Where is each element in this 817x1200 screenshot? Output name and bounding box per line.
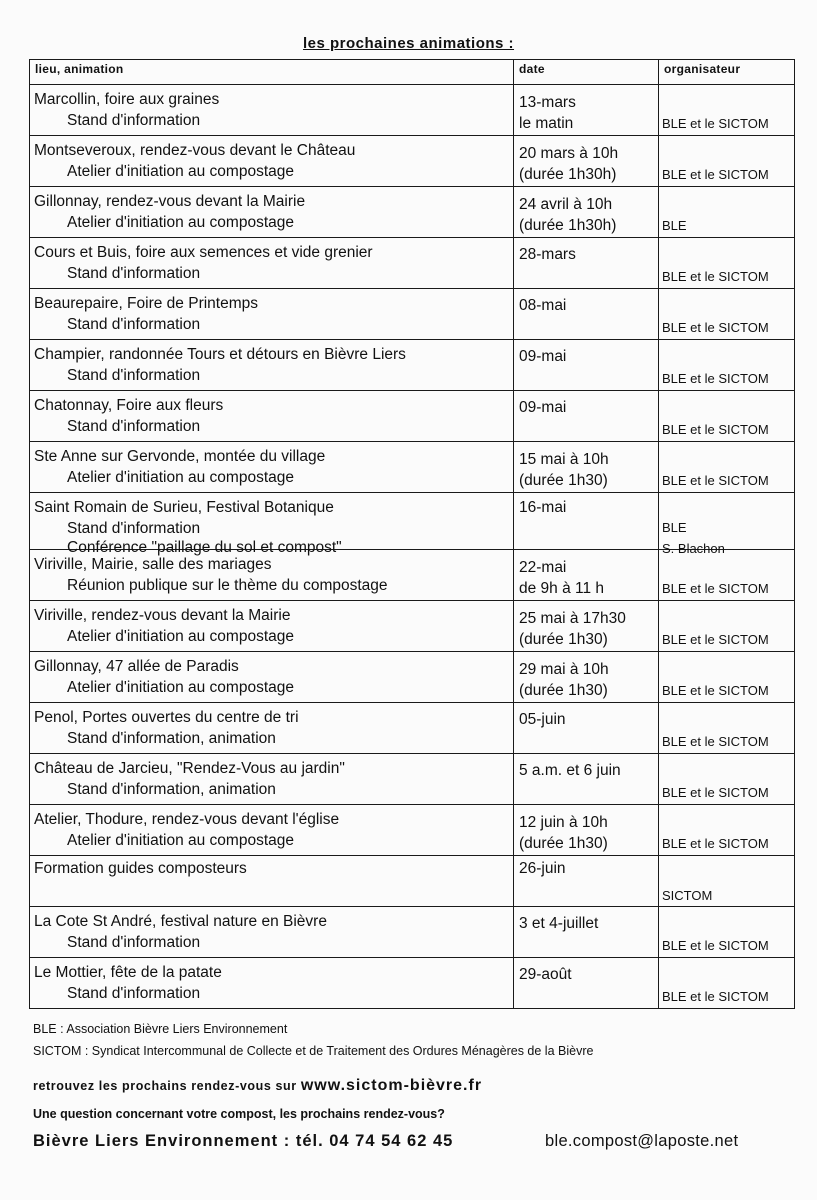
cell-organisateur	[659, 493, 795, 556]
cell-organisateur	[659, 289, 795, 340]
table-row	[30, 493, 795, 550]
table-row	[30, 856, 795, 907]
event-activity: Réunion publique sur le thème du compostage	[67, 577, 388, 594]
cell-lieu	[30, 289, 514, 340]
legend-ble: BLE : Association Bièvre Liers Environnement	[33, 1022, 288, 1036]
cell-organisateur	[659, 136, 795, 187]
event-date: 25 mai à 17h30	[519, 610, 626, 627]
event-activity: Stand d'information	[67, 316, 201, 333]
cell-date	[514, 238, 659, 289]
footer-contact: Bièvre Liers Environnement : tél. 04 74 54 62 45	[33, 1132, 454, 1150]
event-place: Château de Jarcieu, "Rendez-Vous au jardin"	[34, 760, 345, 777]
event-organiser: BLE et le SICTOM	[662, 422, 769, 437]
event-date: 08-mai	[519, 297, 567, 314]
table-row	[30, 187, 795, 238]
event-activity: Stand d'information	[67, 934, 201, 951]
event-activity: Stand d'information	[67, 985, 201, 1002]
cell-date	[514, 493, 659, 550]
event-place: Marcollin, foire aux graines	[34, 91, 220, 108]
event-place: Ste Anne sur Gervonde, montée du village	[34, 448, 326, 465]
cell-lieu	[30, 136, 514, 187]
event-date: 12 juin à 10h	[519, 814, 608, 831]
footer-website-line	[33, 1077, 482, 1095]
table-row	[30, 340, 795, 391]
event-place: Montseveroux, rendez-vous devant le Château	[34, 142, 356, 159]
event-organiser: BLE et le SICTOM	[662, 371, 769, 386]
cell-organisateur	[659, 85, 795, 136]
event-date: 5 a.m. et 6 juin	[519, 762, 621, 779]
event-organiser: BLE et le SICTOM	[662, 836, 769, 851]
cell-lieu	[30, 493, 514, 556]
cell-organisateur	[659, 238, 795, 289]
cell-date	[514, 856, 659, 907]
event-place: Penol, Portes ouvertes du centre de tri	[34, 709, 299, 726]
cell-organisateur	[659, 805, 795, 856]
footer-website-link[interactable]: www.sictom-bièvre.fr	[300, 1077, 483, 1094]
event-date-detail: (durée 1h30)	[519, 472, 608, 489]
table-body	[30, 85, 795, 1009]
event-activity: Stand d'information, animation	[67, 781, 276, 798]
event-activity: Atelier d'initiation au compostage	[67, 214, 294, 231]
cell-organisateur	[659, 442, 795, 493]
event-date: 05-juin	[519, 711, 566, 728]
event-activity: Atelier d'initiation au compostage	[67, 832, 294, 849]
cell-date	[514, 340, 659, 391]
table-row	[30, 958, 795, 1009]
event-date: 29 mai à 10h	[519, 661, 609, 678]
event-place: Beaurepaire, Foire de Printemps	[34, 295, 259, 312]
cell-organisateur	[659, 856, 795, 907]
cell-organisateur	[659, 187, 795, 238]
table-row	[30, 136, 795, 187]
table-row	[30, 805, 795, 856]
cell-organisateur	[659, 754, 795, 805]
cell-date	[514, 907, 659, 958]
event-place: Viriville, Mairie, salle des mariages	[34, 556, 272, 573]
event-date: 09-mai	[519, 348, 567, 365]
cell-date	[514, 442, 659, 493]
event-activity: Atelier d'initiation au compostage	[67, 679, 294, 696]
event-place: Champier, randonnée Tours et détours en Bièvre Liers	[34, 346, 406, 363]
cell-organisateur	[659, 907, 795, 958]
header-organisateur: organisateur	[659, 60, 795, 85]
cell-date	[514, 187, 659, 238]
event-activity: Stand d'information	[67, 367, 201, 384]
event-date: 15 mai à 10h	[519, 451, 609, 468]
event-date: 28-mars	[519, 246, 576, 263]
header-lieu: lieu, animation	[30, 60, 514, 85]
cell-lieu	[30, 601, 514, 652]
cell-date	[514, 652, 659, 703]
cell-lieu	[30, 907, 514, 958]
cell-date	[514, 703, 659, 754]
event-place: Gillonnay, 47 allée de Paradis	[34, 658, 239, 675]
event-organiser: BLE et le SICTOM	[662, 269, 769, 284]
cell-lieu	[30, 187, 514, 238]
events-table	[29, 59, 795, 1009]
event-organiser-secondary: S. Blachon	[662, 541, 725, 556]
event-organiser: SICTOM	[662, 888, 713, 903]
cell-lieu	[30, 340, 514, 391]
cell-lieu	[30, 805, 514, 856]
event-place: Chatonnay, Foire aux fleurs	[34, 397, 224, 414]
event-organiser: BLE et le SICTOM	[662, 734, 769, 749]
cell-organisateur	[659, 550, 795, 601]
cell-lieu	[30, 754, 514, 805]
cell-date	[514, 289, 659, 340]
table-row	[30, 601, 795, 652]
event-organiser: BLE et le SICTOM	[662, 116, 769, 131]
event-date-detail: (durée 1h30h)	[519, 217, 617, 234]
table-row	[30, 754, 795, 805]
event-organiser: BLE et le SICTOM	[662, 581, 769, 596]
cell-lieu	[30, 703, 514, 754]
event-activity: Stand d'information, animation	[67, 730, 276, 747]
cell-lieu	[30, 85, 514, 136]
cell-date	[514, 805, 659, 856]
table-row	[30, 391, 795, 442]
event-organiser: BLE et le SICTOM	[662, 683, 769, 698]
event-activity: Stand d'information	[67, 520, 201, 537]
footer-question: Une question concernant votre compost, les prochains rendez-vous?	[33, 1107, 445, 1121]
event-organiser: BLE et le SICTOM	[662, 989, 769, 1004]
event-activity: Atelier d'initiation au compostage	[67, 163, 294, 180]
cell-lieu	[30, 442, 514, 493]
cell-lieu	[30, 856, 514, 907]
event-date-detail: le matin	[519, 115, 574, 132]
table-row	[30, 907, 795, 958]
cell-organisateur	[659, 652, 795, 703]
event-date-detail: de 9h à 11 h	[519, 580, 605, 597]
event-activity: Stand d'information	[67, 418, 201, 435]
cell-organisateur	[659, 340, 795, 391]
cell-lieu	[30, 391, 514, 442]
cell-lieu	[30, 550, 514, 601]
event-place: Atelier, Thodure, rendez-vous devant l'église	[34, 811, 340, 828]
cell-lieu	[30, 652, 514, 703]
event-date: 09-mai	[519, 399, 567, 416]
table-row	[30, 703, 795, 754]
event-date: 13-mars	[519, 94, 576, 111]
table-row	[30, 289, 795, 340]
event-place: Gillonnay, rendez-vous devant la Mairie	[34, 193, 306, 210]
event-date-detail: (durée 1h30h)	[519, 166, 617, 183]
event-date: 22-mai	[519, 559, 567, 576]
cell-date	[514, 958, 659, 1009]
event-organiser: BLE	[662, 218, 687, 233]
event-organiser: BLE et le SICTOM	[662, 473, 769, 488]
cell-date	[514, 601, 659, 652]
cell-date	[514, 136, 659, 187]
cell-organisateur	[659, 601, 795, 652]
cell-date	[514, 391, 659, 442]
footer-contact-line	[33, 1132, 739, 1151]
footer-email-link[interactable]: ble.compost@laposte.net	[545, 1132, 739, 1150]
table-row	[30, 85, 795, 136]
cell-date	[514, 550, 659, 601]
cell-organisateur	[659, 958, 795, 1009]
cell-date	[514, 85, 659, 136]
event-date: 26-juin	[519, 860, 566, 877]
cell-lieu	[30, 238, 514, 289]
event-organiser: BLE et le SICTOM	[662, 785, 769, 800]
cell-organisateur	[659, 703, 795, 754]
event-date: 20 mars à 10h	[519, 145, 619, 162]
event-organiser-primary: BLE	[662, 520, 687, 535]
event-date-detail: (durée 1h30)	[519, 631, 608, 648]
event-activity: Atelier d'initiation au compostage	[67, 469, 294, 486]
cell-date	[514, 754, 659, 805]
cell-lieu	[30, 958, 514, 1009]
event-date-detail: (durée 1h30)	[519, 835, 608, 852]
event-place: Cours et Buis, foire aux semences et vide grenier	[34, 244, 373, 261]
event-activity: Stand d'information	[67, 112, 201, 129]
event-organiser: BLE et le SICTOM	[662, 938, 769, 953]
footer-website-prefix: retrouvez les prochains rendez-vous sur	[33, 1079, 297, 1093]
page-title: les prochaines animations :	[302, 35, 515, 52]
event-activity-extra: Conférence "paillage du sol et compost"	[67, 539, 342, 556]
event-place: Saint Romain de Surieu, Festival Botanique	[34, 499, 334, 516]
event-date-detail: (durée 1h30)	[519, 682, 608, 699]
event-place: La Cote St André, festival nature en Bièvre	[34, 913, 327, 930]
legend-sictom: SICTOM : Syndicat Intercommunal de Collecte et de Traitement des Ordures Ménagères de la Bièvre	[33, 1044, 594, 1058]
table-row	[30, 652, 795, 703]
table-row	[30, 442, 795, 493]
event-organiser: BLE et le SICTOM	[662, 167, 769, 182]
event-date: 24 avril à 10h	[519, 196, 613, 213]
event-place: Le Mottier, fête de la patate	[34, 964, 222, 981]
event-organiser: BLE et le SICTOM	[662, 320, 769, 335]
table-row	[30, 550, 795, 601]
event-activity: Stand d'information	[67, 265, 201, 282]
event-date: 16-mai	[519, 499, 567, 516]
table-row	[30, 238, 795, 289]
event-date: 29-août	[519, 966, 572, 983]
event-date: 3 et 4-juillet	[519, 915, 599, 932]
event-place: Formation guides composteurs	[34, 860, 247, 877]
header-date: date	[514, 60, 659, 85]
event-activity: Atelier d'initiation au compostage	[67, 628, 294, 645]
event-place: Viriville, rendez-vous devant la Mairie	[34, 607, 291, 624]
cell-organisateur	[659, 391, 795, 442]
event-organiser: BLE et le SICTOM	[662, 632, 769, 647]
table-header-row	[30, 60, 795, 85]
